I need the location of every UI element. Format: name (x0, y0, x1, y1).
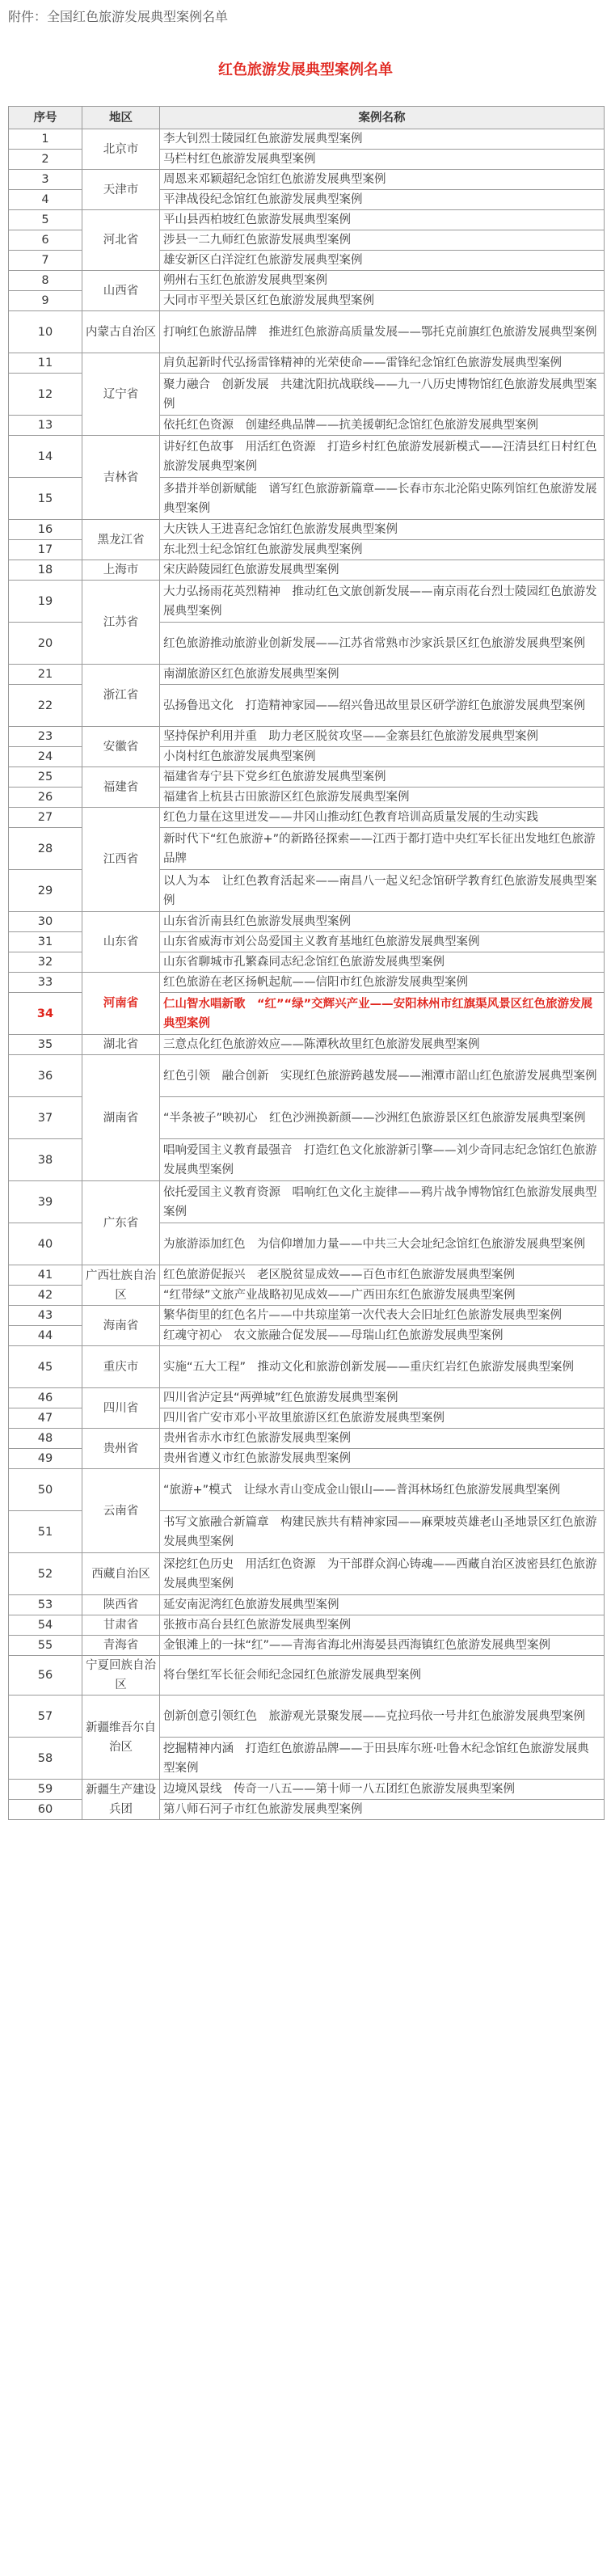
row-number: 25 (9, 767, 82, 788)
region-cell: 北京市 (82, 129, 160, 170)
row-number: 7 (9, 251, 82, 271)
region-cell: 黑龙江省 (82, 520, 160, 560)
row-number: 27 (9, 808, 82, 828)
case-list-table (8, 106, 605, 1820)
row-number: 45 (9, 1346, 82, 1388)
case-name: 边境风景线 传奇一八五——第十师一八五团红色旅游发展典型案例 (160, 1780, 605, 1800)
row-number: 26 (9, 788, 82, 808)
row-number: 56 (9, 1656, 82, 1696)
table-row (9, 271, 605, 291)
table-row (9, 1595, 605, 1615)
table-body (9, 129, 605, 1820)
table-row (9, 1656, 605, 1696)
row-number: 52 (9, 1553, 82, 1595)
case-name: 聚力融合 创新发展 共建沈阳抗战联线——九一八历史博物馆红色旅游发展典型案例 (160, 374, 605, 416)
row-number: 18 (9, 560, 82, 581)
case-name: 马栏村红色旅游发展典型案例 (160, 150, 605, 170)
case-name: 唱响爱国主义教育最强音 打造红色文化旅游新引擎——刘少奇同志纪念馆红色旅游发展典型案例 (160, 1139, 605, 1181)
table-row (9, 436, 605, 478)
row-number: 51 (9, 1511, 82, 1553)
row-number: 46 (9, 1388, 82, 1408)
case-name: “半条被子”映初心 红色沙洲换新颜——沙洲红色旅游景区红色旅游发展典型案例 (160, 1097, 605, 1139)
row-number: 10 (9, 311, 82, 353)
row-number: 40 (9, 1223, 82, 1265)
region-cell: 江西省 (82, 808, 160, 912)
row-number: 4 (9, 190, 82, 210)
table-row (9, 727, 605, 747)
row-number: 21 (9, 665, 82, 685)
case-name: 小岗村红色旅游发展典型案例 (160, 747, 605, 767)
row-number: 54 (9, 1615, 82, 1636)
case-name: 多措并举创新赋能 谱写红色旅游新篇章——长春市东北沦陷史陈列馆红色旅游发展典型案例 (160, 478, 605, 520)
region-cell: 四川省 (82, 1388, 160, 1429)
row-number: 12 (9, 374, 82, 416)
case-name: 延安南泥湾红色旅游发展典型案例 (160, 1595, 605, 1615)
case-name: 四川省广安市邓小平故里旅游区红色旅游发展典型案例 (160, 1408, 605, 1429)
row-number: 58 (9, 1738, 82, 1780)
case-name: 南湖旅游区红色旅游发展典型案例 (160, 665, 605, 685)
case-name: 繁华街里的红色名片——中共琼崖第一次代表大会旧址红色旅游发展典型案例 (160, 1306, 605, 1326)
row-number: 37 (9, 1097, 82, 1139)
table-row (9, 808, 605, 828)
case-name: 依托爱国主义教育资源 唱响红色文化主旋律——鸦片战争博物馆红色旅游发展典型案例 (160, 1181, 605, 1223)
case-name: 朔州右玉红色旅游发展典型案例 (160, 271, 605, 291)
table-row (9, 1696, 605, 1738)
table-row (9, 1636, 605, 1656)
region-cell: 浙江省 (82, 665, 160, 727)
row-number: 22 (9, 685, 82, 727)
row-number: 28 (9, 828, 82, 870)
row-number: 1 (9, 129, 82, 150)
table-row (9, 520, 605, 540)
region-cell: 内蒙古自治区 (82, 311, 160, 353)
region-cell: 云南省 (82, 1469, 160, 1553)
row-number: 53 (9, 1595, 82, 1615)
table-row (9, 1181, 605, 1223)
table-row (9, 311, 605, 353)
case-name: 三意点化红色旅游效应——陈潭秋故里红色旅游发展典型案例 (160, 1035, 605, 1055)
table-row (9, 912, 605, 932)
case-name: “红带绿”文旅产业战略初见成效——广西田东红色旅游发展典型案例 (160, 1286, 605, 1306)
case-name: 肩负起新时代弘扬雷锋精神的光荣使命——雷锋纪念馆红色旅游发展典型案例 (160, 353, 605, 374)
case-name: 仁山智水唱新歌 “红”“绿”交辉兴产业——安阳林州市红旗渠风景区红色旅游发展典型案例 (160, 993, 605, 1035)
region-cell: 海南省 (82, 1306, 160, 1346)
row-number: 23 (9, 727, 82, 747)
case-name: 红色力量在这里迸发——井冈山推动红色教育培训高质量发展的生动实践 (160, 808, 605, 828)
case-name: 雄安新区白洋淀红色旅游发展典型案例 (160, 251, 605, 271)
table-row (9, 353, 605, 374)
case-name: 周恩来邓颖超纪念馆红色旅游发展典型案例 (160, 170, 605, 190)
table-row (9, 1306, 605, 1326)
row-number: 36 (9, 1055, 82, 1097)
case-name: 福建省上杭县古田旅游区红色旅游发展典型案例 (160, 788, 605, 808)
row-number: 6 (9, 230, 82, 251)
case-name: 涉县一二九师红色旅游发展典型案例 (160, 230, 605, 251)
table-row (9, 973, 605, 993)
region-cell: 广东省 (82, 1181, 160, 1265)
table-row (9, 1615, 605, 1636)
row-number: 55 (9, 1636, 82, 1656)
row-number: 59 (9, 1780, 82, 1800)
row-number: 19 (9, 581, 82, 623)
region-cell: 湖南省 (82, 1055, 160, 1181)
row-number: 42 (9, 1286, 82, 1306)
case-name: 讲好红色故事 用活红色资源 打造乡村红色旅游发展新模式——汪清县红日村红色旅游发展典型案例 (160, 436, 605, 478)
table-row (9, 1388, 605, 1408)
case-name: 山东省聊城市孔繁森同志纪念馆红色旅游发展典型案例 (160, 952, 605, 973)
region-cell: 宁夏回族自治区 (82, 1656, 160, 1696)
row-number: 17 (9, 540, 82, 560)
case-name: 平山县西柏坡红色旅游发展典型案例 (160, 210, 605, 230)
row-number: 2 (9, 150, 82, 170)
case-name: 新时代下“红色旅游+”的新路径探索——江西于都打造中央红军长征出发地红色旅游品牌 (160, 828, 605, 870)
table-row (9, 1429, 605, 1449)
row-number: 32 (9, 952, 82, 973)
case-name: 红魂守初心 农文旅融合促发展——母瑞山红色旅游发展典型案例 (160, 1326, 605, 1346)
region-cell: 天津市 (82, 170, 160, 210)
region-cell: 辽宁省 (82, 353, 160, 436)
table-header-row (9, 107, 605, 129)
row-number: 48 (9, 1429, 82, 1449)
table-row (9, 581, 605, 623)
case-name: 四川省泸定县“两弹城”红色旅游发展典型案例 (160, 1388, 605, 1408)
region-cell: 吉林省 (82, 436, 160, 520)
header-region: 地区 (82, 107, 160, 129)
region-cell: 新疆维吾尔自治区 (82, 1696, 160, 1780)
case-name: 创新创意引领红色 旅游观光景聚发展——克拉玛依一号井红色旅游发展典型案例 (160, 1696, 605, 1738)
case-name: 为旅游添加红色 为信仰增加力量——中共三大会址纪念馆红色旅游发展典型案例 (160, 1223, 605, 1265)
row-number: 11 (9, 353, 82, 374)
table-row (9, 665, 605, 685)
row-number: 30 (9, 912, 82, 932)
table-row (9, 1265, 605, 1286)
region-cell: 湖北省 (82, 1035, 160, 1055)
header-case: 案例名称 (160, 107, 605, 129)
table-row (9, 129, 605, 150)
row-number: 39 (9, 1181, 82, 1223)
case-name: 深挖红色历史 用活红色资源 为干部群众润心铸魂——西藏自治区波密县红色旅游发展典型案例 (160, 1553, 605, 1595)
case-name: 平津战役纪念馆红色旅游发展典型案例 (160, 190, 605, 210)
row-number: 47 (9, 1408, 82, 1429)
case-name: 李大钊烈士陵园红色旅游发展典型案例 (160, 129, 605, 150)
case-name: 坚持保护利用并重 助力老区脱贫攻坚——金寨县红色旅游发展典型案例 (160, 727, 605, 747)
row-number: 24 (9, 747, 82, 767)
row-number: 50 (9, 1469, 82, 1511)
case-name: 红色旅游推动旅游业创新发展——江苏省常熟市沙家浜景区红色旅游发展典型案例 (160, 623, 605, 665)
region-cell: 安徽省 (82, 727, 160, 767)
region-cell: 陕西省 (82, 1595, 160, 1615)
table-row (9, 1553, 605, 1595)
case-name: 金银滩上的一抹“红”——青海省海北州海晏县西海镇红色旅游发展典型案例 (160, 1636, 605, 1656)
case-name: 弘扬鲁迅文化 打造精神家园——绍兴鲁迅故里景区研学游红色旅游发展典型案例 (160, 685, 605, 727)
region-cell: 广西壮族自治区 (82, 1265, 160, 1306)
region-cell: 重庆市 (82, 1346, 160, 1388)
row-number: 29 (9, 870, 82, 912)
table-row (9, 1346, 605, 1388)
page-title: 红色旅游发展典型案例名单 (218, 61, 393, 78)
case-name: 宋庆龄陵园红色旅游发展典型案例 (160, 560, 605, 581)
table-row (9, 1035, 605, 1055)
case-name: 山东省沂南县红色旅游发展典型案例 (160, 912, 605, 932)
table-row (9, 1469, 605, 1511)
case-name: 以人为本 让红色教育活起来——南昌八一起义纪念馆研学教育红色旅游发展典型案例 (160, 870, 605, 912)
case-name: 大同市平型关景区红色旅游发展典型案例 (160, 291, 605, 311)
table-row (9, 560, 605, 581)
region-cell: 山东省 (82, 912, 160, 973)
case-name: 第八师石河子市红色旅游发展典型案例 (160, 1800, 605, 1820)
row-number: 49 (9, 1449, 82, 1469)
region-cell: 山西省 (82, 271, 160, 311)
row-number: 33 (9, 973, 82, 993)
case-name: 将台堡红军长征会师纪念园红色旅游发展典型案例 (160, 1656, 605, 1696)
case-name: 山东省威海市刘公岛爱国主义教育基地红色旅游发展典型案例 (160, 932, 605, 952)
region-cell: 甘肃省 (82, 1615, 160, 1636)
row-number: 14 (9, 436, 82, 478)
row-number: 5 (9, 210, 82, 230)
region-cell: 新疆生产建设兵团 (82, 1780, 160, 1820)
table-row (9, 1055, 605, 1097)
region-cell: 贵州省 (82, 1429, 160, 1469)
region-cell: 西藏自治区 (82, 1553, 160, 1595)
region-cell: 上海市 (82, 560, 160, 581)
row-number: 35 (9, 1035, 82, 1055)
row-number: 3 (9, 170, 82, 190)
case-name: “旅游+”模式 让绿水青山变成金山银山——普洱林场红色旅游发展典型案例 (160, 1469, 605, 1511)
region-cell: 青海省 (82, 1636, 160, 1656)
case-name: 红色引领 融合创新 实现红色旅游跨越发展——湘潭市韶山红色旅游发展典型案例 (160, 1055, 605, 1097)
case-name: 贵州省遵义市红色旅游发展典型案例 (160, 1449, 605, 1469)
row-number: 60 (9, 1800, 82, 1820)
case-name: 依托红色资源 创建经典品牌——抗美援朝纪念馆红色旅游发展典型案例 (160, 416, 605, 436)
row-number: 43 (9, 1306, 82, 1326)
region-cell: 河南省 (82, 973, 160, 1035)
case-name: 贵州省赤水市红色旅游发展典型案例 (160, 1429, 605, 1449)
row-number: 9 (9, 291, 82, 311)
case-name: 东北烈士纪念馆红色旅游发展典型案例 (160, 540, 605, 560)
row-number: 13 (9, 416, 82, 436)
row-number: 31 (9, 932, 82, 952)
region-cell: 河北省 (82, 210, 160, 271)
row-number: 34 (9, 993, 82, 1035)
attachment-label: 附件：全国红色旅游发展典型案例名单 (8, 9, 229, 24)
case-name: 红色旅游在老区扬帆起航——信阳市红色旅游发展典型案例 (160, 973, 605, 993)
row-number: 20 (9, 623, 82, 665)
case-name: 书写文旅融合新篇章 构建民族共有精神家园——麻栗坡英雄老山圣地景区红色旅游发展典型案例 (160, 1511, 605, 1553)
table-row (9, 170, 605, 190)
row-number: 44 (9, 1326, 82, 1346)
row-number: 16 (9, 520, 82, 540)
case-name: 红色旅游促振兴 老区脱贫显成效——百色市红色旅游发展典型案例 (160, 1265, 605, 1286)
region-cell: 福建省 (82, 767, 160, 808)
row-number: 38 (9, 1139, 82, 1181)
row-number: 15 (9, 478, 82, 520)
table-row (9, 210, 605, 230)
row-number: 41 (9, 1265, 82, 1286)
case-name: 打响红色旅游品牌 推进红色旅游高质量发展——鄂托克前旗红色旅游发展典型案例 (160, 311, 605, 353)
header-num: 序号 (9, 107, 82, 129)
case-name: 挖掘精神内涵 打造红色旅游品牌——于田县库尔班·吐鲁木纪念馆红色旅游发展典型案例 (160, 1738, 605, 1780)
case-name: 福建省寿宁县下党乡红色旅游发展典型案例 (160, 767, 605, 788)
table-row (9, 767, 605, 788)
region-cell: 江苏省 (82, 581, 160, 665)
case-name: 张掖市高台县红色旅游发展典型案例 (160, 1615, 605, 1636)
row-number: 8 (9, 271, 82, 291)
row-number: 57 (9, 1696, 82, 1738)
case-name: 大庆铁人王进喜纪念馆红色旅游发展典型案例 (160, 520, 605, 540)
table-row (9, 1780, 605, 1800)
case-name: 实施“五大工程” 推动文化和旅游创新发展——重庆红岩红色旅游发展典型案例 (160, 1346, 605, 1388)
case-name: 大力弘扬雨花英烈精神 推动红色文旅创新发展——南京雨花台烈士陵园红色旅游发展典型案例 (160, 581, 605, 623)
